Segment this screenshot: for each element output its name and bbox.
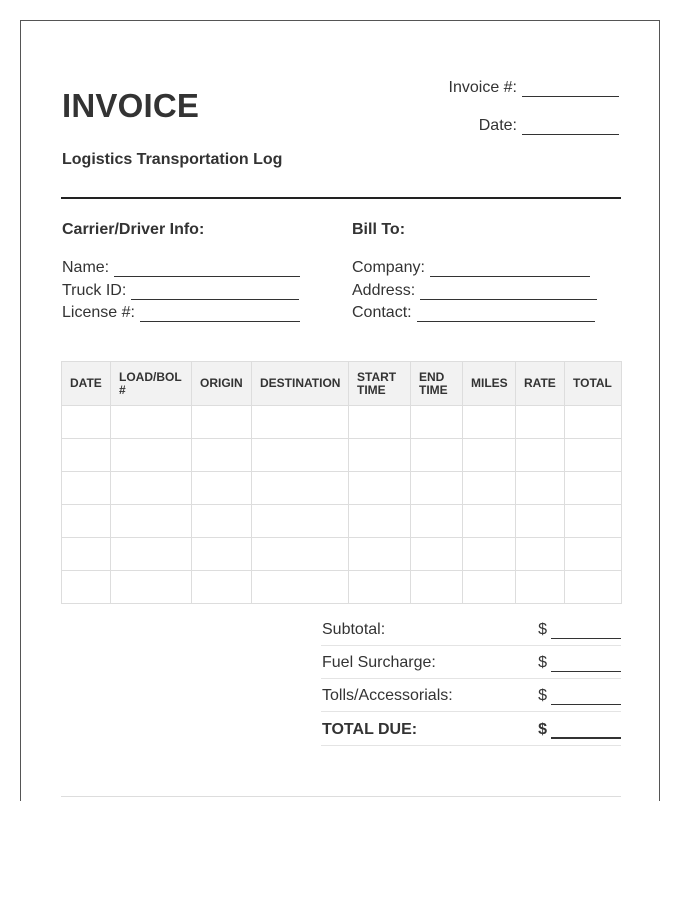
table-cell[interactable] [565, 538, 622, 571]
table-row [62, 505, 622, 538]
column-header [411, 362, 463, 406]
address-label: Address: [352, 282, 416, 299]
column-header-text: MILES [471, 376, 508, 390]
table-cell[interactable] [349, 505, 411, 538]
contact-blank[interactable] [417, 306, 595, 322]
table-cell[interactable] [463, 439, 516, 472]
table-cell[interactable] [111, 538, 192, 571]
table-cell[interactable] [463, 472, 516, 505]
contact-label: Contact: [352, 304, 412, 321]
table-cell[interactable] [411, 538, 463, 571]
table-cell[interactable] [516, 538, 565, 571]
contact-field[interactable] [352, 304, 595, 322]
invoice-number-blank[interactable] [522, 81, 619, 97]
date-field[interactable] [479, 117, 619, 135]
table-cell[interactable] [111, 472, 192, 505]
table-row [62, 406, 622, 439]
column-header [349, 362, 411, 406]
table-cell[interactable] [192, 505, 252, 538]
table-cell[interactable] [411, 472, 463, 505]
table-cell[interactable] [565, 571, 622, 604]
column-header [565, 362, 622, 406]
table-cell[interactable] [411, 406, 463, 439]
total-due-amount[interactable] [538, 721, 621, 739]
table-cell[interactable] [516, 472, 565, 505]
column-header-text: TIME [419, 382, 448, 397]
total-due-row [321, 713, 621, 746]
total-due-blank[interactable] [551, 722, 621, 739]
table-cell[interactable] [111, 505, 192, 538]
table-cell[interactable] [111, 571, 192, 604]
column-header-text: END [419, 369, 445, 384]
subtotal-blank[interactable] [551, 623, 621, 639]
truck-id-field[interactable] [62, 282, 299, 300]
tolls-amount[interactable] [538, 687, 621, 705]
table-cell[interactable] [463, 505, 516, 538]
column-header-text: DATE [70, 376, 102, 390]
table-cell[interactable] [463, 406, 516, 439]
tolls-label: Tolls/Accessorials: [322, 687, 453, 704]
table-cell[interactable] [463, 571, 516, 604]
table-cell[interactable] [349, 538, 411, 571]
log-table [61, 361, 622, 604]
column-header-text: START [357, 369, 397, 384]
table-cell[interactable] [62, 439, 111, 472]
table-cell[interactable] [252, 472, 349, 505]
table-cell[interactable] [349, 439, 411, 472]
subtotal-currency: $ [538, 621, 547, 638]
subtotal-row [321, 613, 621, 646]
invoice-number-field[interactable] [449, 79, 619, 97]
carrier-name-field[interactable] [62, 259, 300, 277]
table-cell[interactable] [252, 505, 349, 538]
subtotal-label: Subtotal: [322, 621, 386, 638]
table-cell[interactable] [192, 439, 252, 472]
table-cell[interactable] [192, 406, 252, 439]
truck-id-label: Truck ID: [62, 282, 127, 299]
tolls-row [321, 679, 621, 712]
tolls-currency: $ [538, 687, 547, 704]
fuel-surcharge-row [321, 646, 621, 679]
company-label: Company: [352, 259, 425, 276]
table-cell[interactable] [192, 538, 252, 571]
table-cell[interactable] [252, 571, 349, 604]
license-label: License #: [62, 304, 135, 321]
table-cell[interactable] [111, 439, 192, 472]
table-cell[interactable] [349, 472, 411, 505]
column-header-text: DESTINATION [260, 376, 341, 390]
table-cell[interactable] [565, 472, 622, 505]
table-cell[interactable] [192, 472, 252, 505]
table-cell[interactable] [411, 505, 463, 538]
fuel-surcharge-label: Fuel Surcharge: [322, 654, 436, 671]
footer-divider [61, 796, 621, 797]
table-cell[interactable] [565, 406, 622, 439]
truck-id-blank[interactable] [131, 284, 299, 300]
table-cell[interactable] [516, 505, 565, 538]
table-cell[interactable] [62, 505, 111, 538]
table-cell[interactable] [565, 439, 622, 472]
table-cell[interactable] [252, 439, 349, 472]
table-cell[interactable] [252, 538, 349, 571]
table-cell[interactable] [411, 439, 463, 472]
column-header-text: # [119, 382, 126, 397]
table-cell[interactable] [192, 571, 252, 604]
column-header [516, 362, 565, 406]
table-cell[interactable] [565, 505, 622, 538]
carrier-name-blank[interactable] [114, 261, 300, 277]
table-cell[interactable] [516, 406, 565, 439]
invoice-title: INVOICE [62, 87, 200, 124]
table-cell[interactable] [411, 571, 463, 604]
total-due-label: TOTAL DUE: [322, 721, 418, 738]
table-header-row [62, 362, 622, 406]
invoice-number-label: Invoice #: [448, 79, 517, 96]
column-header [192, 362, 252, 406]
tolls-blank[interactable] [551, 689, 621, 705]
date-blank[interactable] [522, 119, 619, 135]
address-field[interactable] [352, 282, 597, 300]
table-row [62, 571, 622, 604]
invoice-subtitle: Logistics Transportation Log [62, 151, 283, 168]
license-blank[interactable] [140, 306, 300, 322]
invoice-sheet [20, 20, 660, 801]
company-blank[interactable] [430, 261, 590, 277]
fuel-surcharge-blank[interactable] [551, 656, 621, 672]
column-header-text: RATE [524, 376, 556, 390]
address-blank[interactable] [420, 284, 597, 300]
carrier-heading: Carrier/Driver Info: [62, 221, 205, 238]
table-cell[interactable] [62, 472, 111, 505]
table-cell[interactable] [252, 406, 349, 439]
table-cell[interactable] [62, 406, 111, 439]
table-cell[interactable] [111, 406, 192, 439]
fuel-surcharge-amount[interactable] [538, 654, 621, 672]
table-row [62, 439, 622, 472]
column-header [463, 362, 516, 406]
table-row [62, 472, 622, 505]
header-divider [61, 197, 621, 199]
table-cell[interactable] [516, 571, 565, 604]
bill-to-heading: Bill To: [352, 221, 406, 238]
column-header-text: TIME [357, 382, 386, 397]
column-header [62, 362, 111, 406]
column-header [252, 362, 349, 406]
total-due-currency: $ [538, 721, 547, 738]
table-body [62, 406, 622, 604]
column-header [111, 362, 192, 406]
table-cell[interactable] [349, 406, 411, 439]
company-field[interactable] [352, 259, 590, 277]
fuel-surcharge-currency: $ [538, 654, 547, 671]
table-cell[interactable] [349, 571, 411, 604]
column-header-text: TOTAL [573, 376, 612, 390]
table-cell[interactable] [516, 439, 565, 472]
date-label: Date: [478, 117, 517, 134]
table-row [62, 538, 622, 571]
column-header-text: LOAD/BOL [119, 369, 182, 384]
carrier-name-label: Name: [62, 259, 110, 276]
table-cell[interactable] [62, 538, 111, 571]
table-cell[interactable] [463, 538, 516, 571]
table-cell[interactable] [62, 571, 111, 604]
subtotal-amount[interactable] [538, 621, 621, 639]
license-field[interactable] [62, 304, 300, 322]
column-header-text: ORIGIN [200, 376, 243, 390]
